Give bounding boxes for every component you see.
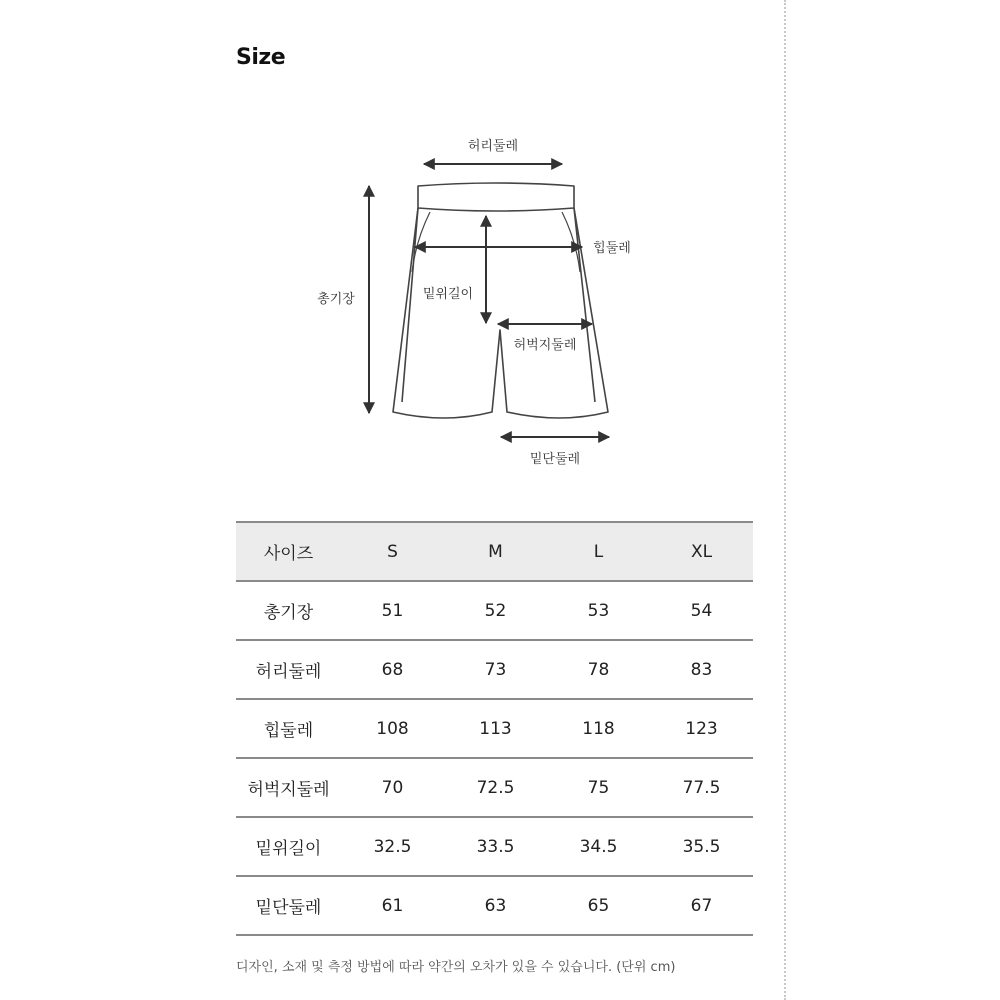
table-cell: 78 xyxy=(547,640,650,699)
table-cell: 67 xyxy=(650,876,753,935)
table-row xyxy=(236,699,753,758)
row-label: 밑위길이 xyxy=(236,817,341,876)
table-cell: 123 xyxy=(650,699,753,758)
table-cell: 83 xyxy=(650,640,753,699)
table-cell: 77.5 xyxy=(650,758,753,817)
measurement-footnote: 디자인, 소재 및 측정 방법에 따라 약간의 오차가 있을 수 있습니다. (단위 cm) xyxy=(236,960,676,975)
page-title: Size xyxy=(236,45,286,70)
total-length-label: 총기장 xyxy=(317,292,355,307)
hem-label: 밑단둘레 xyxy=(529,452,581,467)
table-cell: 68 xyxy=(341,640,444,699)
table-row xyxy=(236,817,753,876)
hip-label: 힙둘레 xyxy=(593,241,631,256)
table-cell: 113 xyxy=(444,699,547,758)
header-m: M xyxy=(444,522,547,581)
table-cell: 65 xyxy=(547,876,650,935)
size-table xyxy=(236,521,753,936)
table-cell: 35.5 xyxy=(650,817,753,876)
header-l: L xyxy=(547,522,650,581)
table-row xyxy=(236,876,753,935)
table-cell: 118 xyxy=(547,699,650,758)
table-row xyxy=(236,581,753,640)
row-label: 허리둘레 xyxy=(236,640,341,699)
table-cell: 63 xyxy=(444,876,547,935)
waist-label: 허리둘레 xyxy=(467,139,519,154)
table-row xyxy=(236,758,753,817)
table-cell: 61 xyxy=(341,876,444,935)
table-cell: 108 xyxy=(341,699,444,758)
table-cell: 72.5 xyxy=(444,758,547,817)
table-cell: 33.5 xyxy=(444,817,547,876)
table-row xyxy=(236,640,753,699)
row-label: 힙둘레 xyxy=(236,699,341,758)
table-header-row xyxy=(236,522,753,581)
row-label: 밑단둘레 xyxy=(236,876,341,935)
row-label: 총기장 xyxy=(236,581,341,640)
rise-label: 밑위길이 xyxy=(422,287,474,302)
header-s: S xyxy=(341,522,444,581)
row-label: 허벅지둘레 xyxy=(236,758,341,817)
thigh-label: 허벅지둘레 xyxy=(513,338,577,353)
table-cell: 32.5 xyxy=(341,817,444,876)
table-cell: 53 xyxy=(547,581,650,640)
table-cell: 34.5 xyxy=(547,817,650,876)
table-cell: 54 xyxy=(650,581,753,640)
table-cell: 73 xyxy=(444,640,547,699)
table-cell: 51 xyxy=(341,581,444,640)
header-size: 사이즈 xyxy=(236,522,341,581)
table-cell: 70 xyxy=(341,758,444,817)
header-xl: XL xyxy=(650,522,753,581)
table-cell: 52 xyxy=(444,581,547,640)
table-cell: 75 xyxy=(547,758,650,817)
